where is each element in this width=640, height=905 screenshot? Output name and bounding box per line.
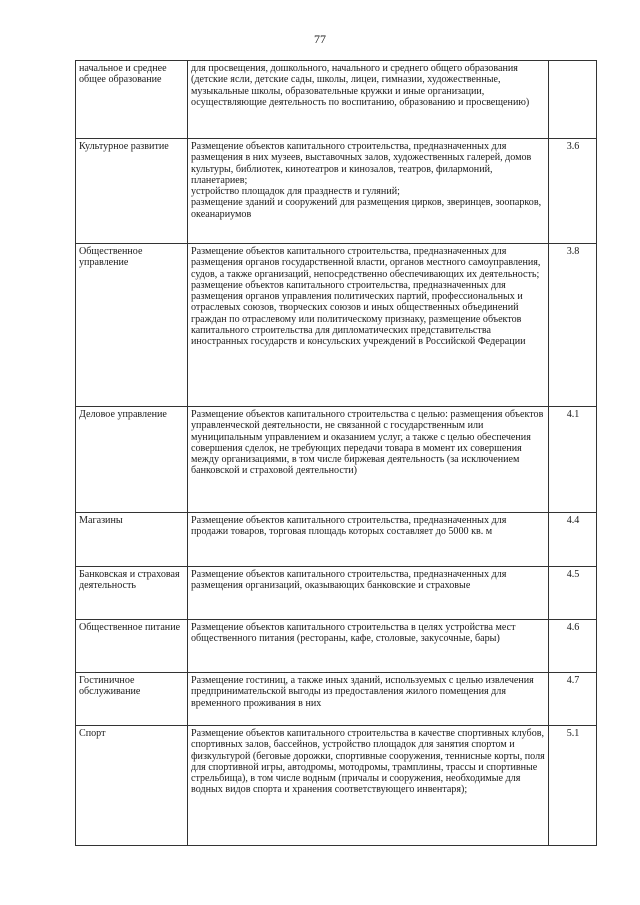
table-body bbox=[76, 61, 597, 846]
table-row bbox=[76, 567, 597, 620]
land-use-code: 3.8 bbox=[549, 244, 597, 407]
table-row bbox=[76, 726, 597, 846]
land-use-name: Гостиничное обслуживание bbox=[76, 673, 188, 726]
description-line: Размещение гостиниц, а также иных зданий, используемых с целью извлечения предпринимательской выгоды из предоставления жилого помещения для временного проживания в них bbox=[191, 675, 537, 709]
description-line: Размещение объектов капитального строительства, предназначенных для продажи товаров, торговая площадь которых составляет до 5000 кв. м bbox=[191, 515, 509, 538]
land-use-description bbox=[188, 673, 549, 726]
table-row bbox=[76, 673, 597, 726]
table-row bbox=[76, 244, 597, 407]
land-use-description bbox=[188, 407, 549, 513]
table-row bbox=[76, 61, 597, 139]
description-line: устройство площадок для празднеств и гуляний; bbox=[191, 186, 400, 198]
land-use-code: 4.7 bbox=[549, 673, 597, 726]
description-line: Размещение объектов капитального строительства с целью: размещения объектов управленческой деятельности, не связанной с государственным или муниципальным управлением и оказанием услуг, а также с целью обеспечения совершения сделок, не требующих передачи товара в момент их совершения между организациями, в том числе биржевая деятельность (за исключением банковской и страховой деятельности) bbox=[191, 409, 546, 477]
land-use-name: Деловое управление bbox=[76, 407, 188, 513]
land-use-name: начальное и среднее общее образование bbox=[76, 61, 188, 139]
land-use-name: Спорт bbox=[76, 726, 188, 846]
table-row bbox=[76, 139, 597, 244]
land-use-name: Банковская и страховая деятельность bbox=[76, 567, 188, 620]
land-use-code bbox=[549, 61, 597, 139]
description-line: размещение зданий и сооружений для размещения цирков, зверинцев, зоопарков, океанариумов bbox=[191, 197, 544, 220]
description-line: Размещение объектов капитального строительства в качестве спортивных клубов, спортивных залов, бассейнов, устройство площадок для занятия спортом и физкультурой (беговые дорожки, спортивные сооружения, теннисные корты, поля для спортивной игры, автодромы, мотодромы, трамплины, трассы и спортивные стрельбища), в том числе водным (причалы и сооружения, необходимые для водных видов спорта и хранения соответствующего инвентаря); bbox=[191, 728, 548, 796]
land-use-description bbox=[188, 244, 549, 407]
land-use-description bbox=[188, 139, 549, 244]
land-use-description bbox=[188, 620, 549, 673]
description-line: Размещение объектов капитального строительства в целях устройства мест общественного питания (рестораны, кафе, столовые, закусочные, бары) bbox=[191, 622, 519, 645]
land-use-description bbox=[188, 567, 549, 620]
land-use-name: Общественное управление bbox=[76, 244, 188, 407]
table-row bbox=[76, 620, 597, 673]
land-use-description bbox=[188, 726, 549, 846]
land-use-code: 3.6 bbox=[549, 139, 597, 244]
description-line: Размещение объектов капитального строительства, предназначенных для размещения в них музеев, выставочных залов, художественных галерей, домов культуры, библиотек, кинотеатров и кинозалов, театров, филармоний, планетариев; bbox=[191, 141, 534, 186]
land-use-description bbox=[188, 513, 549, 567]
land-use-code: 5.1 bbox=[549, 726, 597, 846]
land-use-table bbox=[75, 60, 597, 846]
land-use-code: 4.6 bbox=[549, 620, 597, 673]
description-line: Размещение объектов капитального строительства, предназначенных для размещения организаций, оказывающих банковские и страховые bbox=[191, 569, 509, 592]
land-use-code: 4.1 bbox=[549, 407, 597, 513]
page-number: 77 bbox=[314, 32, 326, 46]
land-use-name: Культурное развитие bbox=[76, 139, 188, 244]
land-use-name: Магазины bbox=[76, 513, 188, 567]
land-use-code: 4.5 bbox=[549, 567, 597, 620]
land-use-code: 4.4 bbox=[549, 513, 597, 567]
table-row bbox=[76, 513, 597, 567]
description-line: для просвещения, дошкольного, начального и среднего общего образования (детские ясли, детские сады, школы, лицеи, гимназии, художественные, музыкальные школы, образовательные кружки и иные организации, осуществляющие деятельность по воспитанию, образованию и просвещению) bbox=[191, 63, 530, 108]
table-row bbox=[76, 407, 597, 513]
land-use-description bbox=[188, 61, 549, 139]
description-line: Размещение объектов капитального строительства, предназначенных для размещения органов государственной власти, органов местного самоуправления, судов, а также организаций, непосредственно обеспечивающих их деятельность; размещение объектов капитального строительства, предназначенных для размещения органов управления политических партий, профессиональных и отраслевых союзов, творческих союзов и иных общественных объединений граждан по отраслевому или политическому признаку, размещение объектов капитального строительства для дипломатических представительства иностранных государств и консульских учреждений в Российской Федерации bbox=[191, 246, 543, 348]
land-use-name: Общественное питание bbox=[76, 620, 188, 673]
